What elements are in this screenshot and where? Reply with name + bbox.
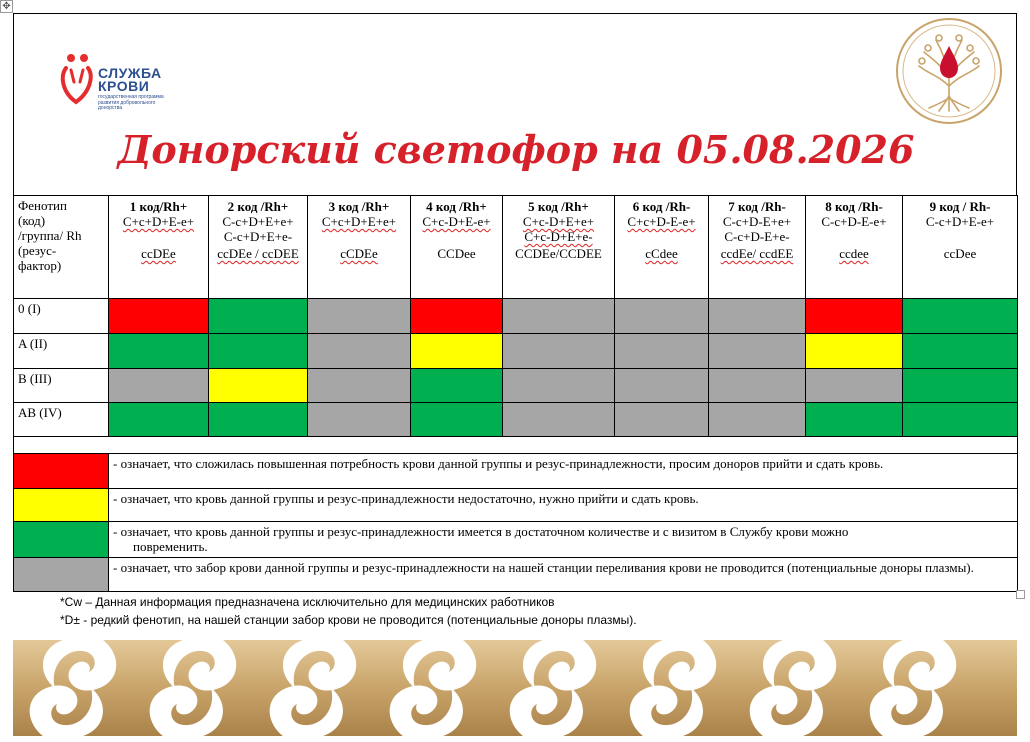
table-row-group-ab bbox=[14, 403, 1018, 437]
status-cell bbox=[903, 403, 1018, 437]
status-cell bbox=[109, 299, 209, 334]
status-cell bbox=[109, 403, 209, 437]
status-cell bbox=[308, 369, 411, 403]
table-row-group-0 bbox=[14, 299, 1018, 334]
status-cell bbox=[903, 299, 1018, 334]
footnote-cw: *Cw – Данная информация предназначена исключительно для медицинских работников bbox=[60, 595, 555, 609]
status-cell bbox=[709, 299, 806, 334]
row-label-group-a: A (II) bbox=[14, 334, 109, 369]
status-cell bbox=[109, 369, 209, 403]
status-cell bbox=[503, 334, 615, 369]
legend-swatch-green bbox=[14, 522, 109, 558]
status-cell bbox=[308, 299, 411, 334]
column-header-code-3: 3 код /Rh+ C+c+D+E+e+ cCDEe bbox=[308, 196, 411, 299]
status-cell bbox=[503, 299, 615, 334]
column-header-code-6: 6 код /Rh- C+c+D-E-e+ cCdee bbox=[615, 196, 709, 299]
table-resize-handle[interactable] bbox=[1016, 590, 1025, 599]
status-cell bbox=[209, 299, 308, 334]
column-header-code-7: 7 код /Rh- C-c+D-E+e+ C-c+D-E+e- ccdEe/ ccdEE bbox=[709, 196, 806, 299]
corner-label: Фенотип (код) /группа/ Rh (резус- фактор) bbox=[14, 196, 109, 299]
donor-traffic-light-table bbox=[13, 195, 1018, 592]
footnotes bbox=[60, 593, 637, 629]
status-cell bbox=[806, 369, 903, 403]
column-header-code-5: 5 код /Rh+ C+c-D+E+e+ C+c-D+E+e- CCDEe/CCDEE bbox=[503, 196, 615, 299]
status-cell bbox=[709, 403, 806, 437]
row-label-group-b: B (III) bbox=[14, 369, 109, 403]
gold-ornament-border bbox=[13, 640, 1017, 736]
row-label-group-0: 0 (I) bbox=[14, 299, 109, 334]
legend-row-green bbox=[14, 522, 1018, 558]
legend-text-grey: - означает, что забор крови данной группы и резус-принадлежности на нашей станции переливания крови не проводится (потенциальные доноры плазмы). bbox=[109, 558, 1018, 592]
legend-swatch-yellow bbox=[14, 489, 109, 522]
table-row-group-a bbox=[14, 334, 1018, 369]
logo-subtitle: государственная программа развития добровольного донорства bbox=[98, 94, 164, 111]
status-cell bbox=[615, 299, 709, 334]
status-cell bbox=[209, 334, 308, 369]
legend-swatch-grey bbox=[14, 558, 109, 592]
legend-text-green: - означает, что кровь данной группы и резус-принадлежности имеется в достаточном количестве и с визитом в Службу крови можно повременить. bbox=[109, 522, 1018, 558]
status-cell bbox=[109, 334, 209, 369]
table-move-handle-icon[interactable]: ✥ bbox=[0, 0, 13, 13]
table-row-group-b bbox=[14, 369, 1018, 403]
status-cell bbox=[709, 369, 806, 403]
status-cell bbox=[209, 369, 308, 403]
blood-service-logo bbox=[60, 52, 180, 112]
status-cell bbox=[615, 369, 709, 403]
logo-title-line1: СЛУЖБА bbox=[98, 65, 162, 81]
tree-of-life-emblem-icon bbox=[894, 16, 1004, 126]
status-cell bbox=[615, 334, 709, 369]
footnote-d-rare: *D± - редкий фенотип, на нашей станции забор крови не проводится (потенциальные доноры плазмы). bbox=[60, 613, 637, 627]
column-header-code-1: 1 код/Rh+ C+c+D+E-e+ ccDEe bbox=[109, 196, 209, 299]
column-header-code-4: 4 код /Rh+ C+c-D+E-e+ CCDee bbox=[411, 196, 503, 299]
table-header-row bbox=[14, 196, 1018, 299]
legend-swatch-red bbox=[14, 454, 109, 489]
column-header-code-8: 8 код /Rh- C-c+D-E-e+ ccdee bbox=[806, 196, 903, 299]
status-cell bbox=[903, 369, 1018, 403]
column-header-code-9: 9 код / Rh- C-c+D+E-e+ ccDee bbox=[903, 196, 1018, 299]
column-header-code-2: 2 код /Rh+ C-c+D+E+e+ C-c+D+E+e- ccDEe / ccDEE bbox=[209, 196, 308, 299]
status-cell bbox=[806, 299, 903, 334]
legend-row-red bbox=[14, 454, 1018, 489]
status-cell bbox=[209, 403, 308, 437]
row-label-group-ab: AB (IV) bbox=[14, 403, 109, 437]
legend-text-red: - означает, что сложилась повышенная потребность крови данной группы и резус-принадлежности, просим доноров прийти и сдать кровь. bbox=[109, 454, 1018, 489]
status-cell bbox=[503, 369, 615, 403]
legend-row-yellow bbox=[14, 489, 1018, 522]
status-cell bbox=[503, 403, 615, 437]
page-title: Донорский светофор на 05.08.2026 bbox=[117, 127, 915, 172]
spacer-row bbox=[14, 437, 1018, 454]
status-cell bbox=[903, 334, 1018, 369]
legend-row-grey bbox=[14, 558, 1018, 592]
status-cell bbox=[411, 369, 503, 403]
status-cell bbox=[308, 403, 411, 437]
status-cell bbox=[411, 334, 503, 369]
legend-text-yellow: - означает, что кровь данной группы и резус-принадлежности недостаточно, нужно прийти и сдать кровь. bbox=[109, 489, 1018, 522]
status-cell bbox=[806, 334, 903, 369]
blood-service-logo-icon bbox=[60, 52, 96, 110]
status-cell bbox=[411, 403, 503, 437]
status-cell bbox=[308, 334, 411, 369]
status-cell bbox=[709, 334, 806, 369]
logo-title-line2: КРОВИ bbox=[98, 78, 150, 94]
status-cell bbox=[411, 299, 503, 334]
page-header bbox=[13, 13, 1017, 195]
status-cell bbox=[615, 403, 709, 437]
status-cell bbox=[806, 403, 903, 437]
